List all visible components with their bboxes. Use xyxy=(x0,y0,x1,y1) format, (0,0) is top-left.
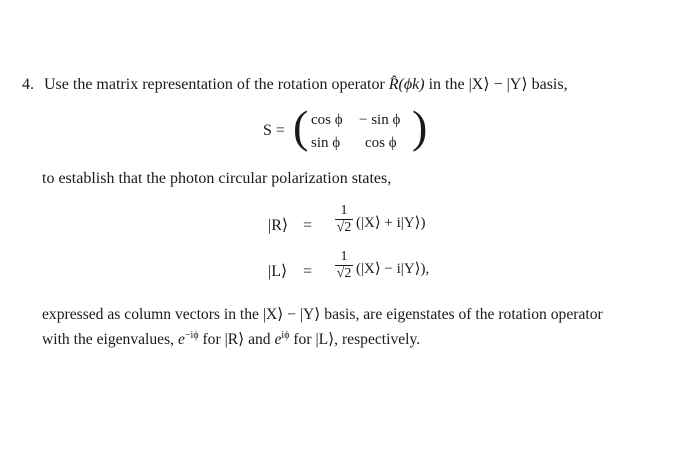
ket-l: |L⟩ xyxy=(268,263,288,280)
eigen-r-exp: −iϕ xyxy=(184,330,199,341)
conclusion-line-1: expressed as column vectors in the |X⟩ − |Y⟩ basis, are eigenstates of the rotation operator xyxy=(42,306,603,323)
establish-text: to establish that the photon circular polarization states, xyxy=(42,170,392,187)
fraction-l xyxy=(334,249,354,282)
matrix-a22: cos ϕ xyxy=(365,135,397,151)
rhs-l: (|X⟩ − i|Y⟩), xyxy=(356,261,430,277)
ket-r: |R⟩ xyxy=(268,217,289,234)
equals-r: = xyxy=(303,217,313,234)
conclusion-text-c: for |L⟩, respectively. xyxy=(289,331,421,349)
rhs-r: (|X⟩ + i|Y⟩) xyxy=(356,215,426,231)
problem-number: 4. xyxy=(22,76,34,93)
right-paren: ) xyxy=(412,101,428,152)
fraction-r-num: 1 xyxy=(340,203,348,218)
rotation-operator: R̂(ϕk) xyxy=(388,76,425,93)
conclusion-line-2 xyxy=(42,326,420,350)
fraction-r-den: √2 xyxy=(336,220,352,235)
fraction-r xyxy=(334,203,354,236)
eigen-l-exp: iϕ xyxy=(281,330,290,341)
matrix-a21: sin ϕ xyxy=(311,135,341,151)
intro-text-b: in the |X⟩ − |Y⟩ basis, xyxy=(424,76,568,93)
conclusion-text-b: for |R⟩ and xyxy=(198,331,275,349)
left-paren: ( xyxy=(293,101,309,152)
fraction-l-den: √2 xyxy=(336,266,352,281)
matrix-label: S = xyxy=(263,122,285,139)
equals-l: = xyxy=(303,263,313,280)
problem-intro xyxy=(22,75,568,95)
matrix-a11: cos ϕ xyxy=(311,112,343,128)
eigen-l-base: e xyxy=(274,331,282,349)
matrix-a12: − sin ϕ xyxy=(359,112,401,128)
eigen-r-base: e xyxy=(177,331,185,349)
fraction-l-num: 1 xyxy=(340,249,348,264)
intro-text-a: Use the matrix representation of the rotation operator xyxy=(44,76,389,93)
conclusion-text-a: with the eigenvalues, xyxy=(42,331,178,349)
